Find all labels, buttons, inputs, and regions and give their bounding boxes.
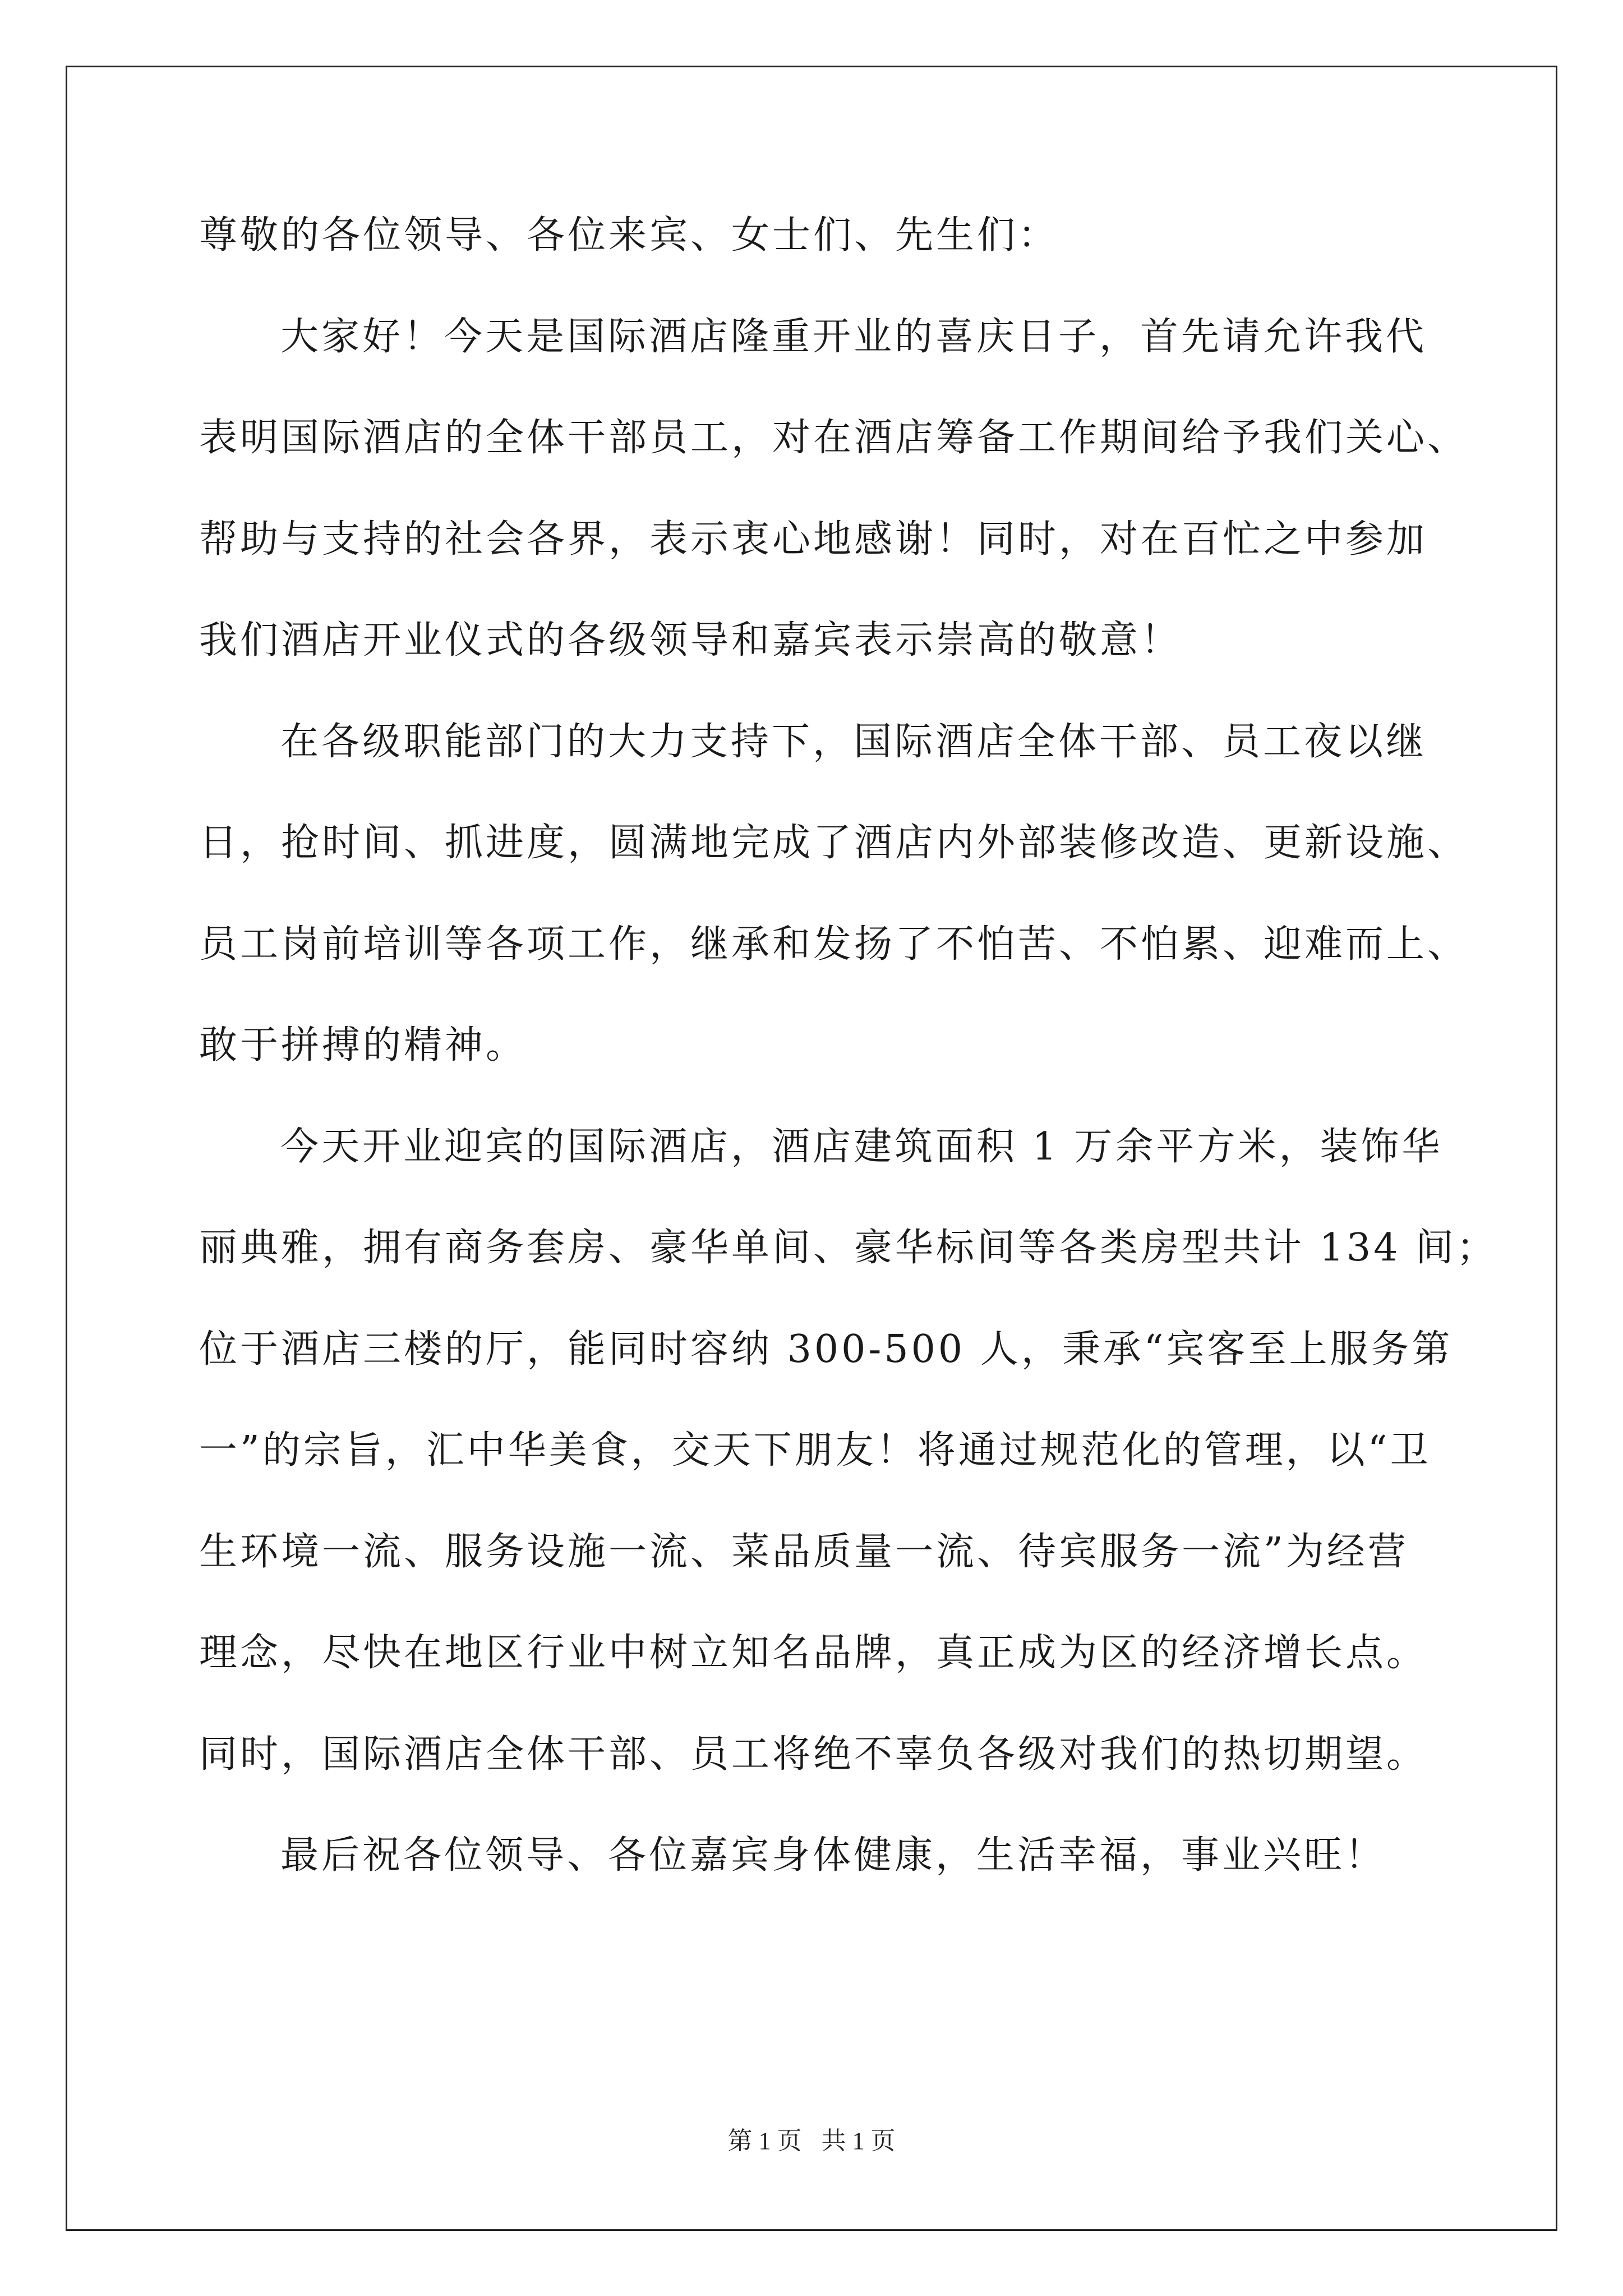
text-line: 一”的宗旨，汇中华美食，交天下朋友！将通过规范化的管理，以“卫 (199, 1428, 1431, 1473)
text-line: 最后祝各位领导、各位嘉宾身体健康，生活幸福，事业兴旺！ (280, 1833, 1386, 1878)
page-number: 第 1 页 (727, 2127, 802, 2155)
text-line: 大家好！今天是国际酒店隆重开业的喜庆日子，首先请允许我代 (280, 314, 1427, 359)
document-body (199, 213, 1498, 1935)
text-line: 同时，国际酒店全体干部、员工将绝不辜负各级对我们的热切期望。 (199, 1732, 1428, 1777)
text-line: 今天开业迎宾的国际酒店，酒店建筑面积 1 万余平方米，装饰华 (280, 1124, 1443, 1169)
page-footer (0, 2120, 1623, 2156)
text-line: 帮助与支持的社会各界，表示衷心地感谢！同时，对在百忙之中参加 (199, 517, 1428, 562)
text-line: 生环境一流、服务设施一流、菜品质量一流、待宾服务一流”为经营 (199, 1529, 1409, 1574)
text-line: 我们酒店开业仪式的各级领导和嘉宾表示崇高的敬意！ (199, 618, 1182, 662)
page-total: 共 1 页 (821, 2127, 896, 2155)
text-line: 位于酒店三楼的厅，能同时容纳 300-500 人，秉承“宾客至上服务第 (199, 1327, 1453, 1372)
text-line: 日，抢时间、抓进度，圆满地完成了酒店内外部装修改造、更新设施、 (199, 821, 1469, 865)
text-line: 在各级职能部门的大力支持下，国际酒店全体干部、员工夜以继 (280, 719, 1427, 764)
text-line: 尊敬的各位领导、各位来宾、女士们、先生们： (199, 213, 1059, 257)
text-line: 表明国际酒店的全体干部员工，对在酒店筹备工作期间给予我们关心、 (199, 416, 1469, 460)
text-line: 员工岗前培训等各项工作，继承和发扬了不怕苦、不怕累、迎难而上、 (199, 922, 1469, 967)
text-line: 敢于拼搏的精神。 (199, 1023, 527, 1068)
text-line: 理念，尽快在地区行业中树立知名品牌，真正成为区的经济增长点。 (199, 1631, 1428, 1675)
text-line: 丽典雅，拥有商务套房、豪华单间、豪华标间等各类房型共计 134 间； (199, 1226, 1498, 1270)
